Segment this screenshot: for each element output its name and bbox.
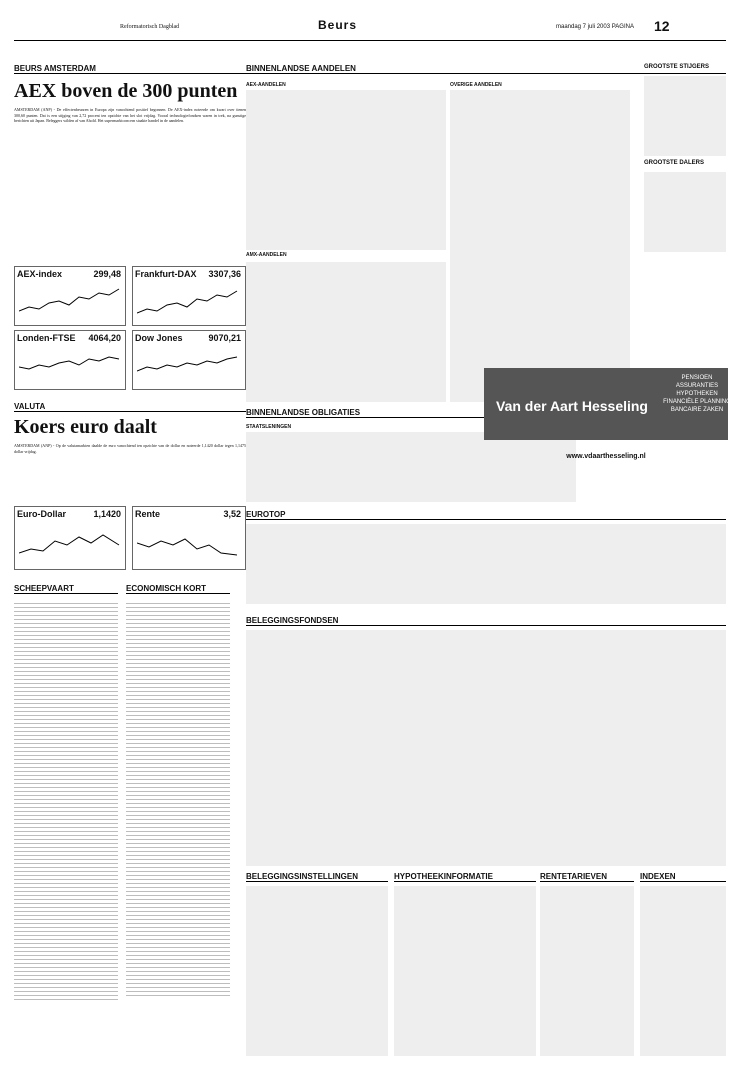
chart-aex-value: 299,48 [93,269,121,279]
aex-aandelen-heading: AEX-AANDELEN [246,82,286,88]
chart-ftse-value: 4064,20 [88,333,121,343]
chart-eurodollar-title: Euro-Dollar [17,509,67,519]
amx-aandelen-heading: AMX-AANDELEN [246,252,287,258]
economisch-kort-heading: ECONOMISCH KORT [126,584,230,594]
advert-services: PENSIOEN ASSURANTIES HYPOTHEKEN FINANCIËLE PLANNING BANCAIRE ZAKEN [663,375,731,413]
economisch-kort-text [126,600,230,1030]
headline-euro: Koers euro daalt [14,416,157,438]
chart-ftse-line [19,347,123,385]
chart-dax-title: Frankfurt-DAX [135,269,197,279]
article-euro: AMSTERDAM (ANP) - Op de valutamarkten daalde de euro vanochtend ten opzichte van de dollar en noteerde 1,1420 dollar tegen 1,1475 dollar vrijdag. [14,443,246,454]
page-number: 12 [654,18,670,34]
hypotheekinformatie-heading: HYPOTHEEKINFORMATIE [394,872,536,882]
rentetarieven-heading: RENTETARIEVEN [540,872,634,882]
chart-dowjones-line [137,347,243,385]
dalers-table [644,172,726,252]
chart-ftse-title: Londen-FTSE [17,333,76,343]
eurotop-heading: EUROTOP [246,510,726,520]
valuta-block [14,402,246,489]
advert-logo: Van der Aart Hesseling [496,398,648,414]
chart-dax [132,266,246,326]
header-rule [14,40,726,41]
page-header [0,0,738,44]
eurotop-table [246,524,726,604]
advert-vanderaart [484,368,731,460]
indexen-heading: INDEXEN [640,872,726,882]
chart-eurodollar-line [19,523,123,565]
chart-dax-value: 3307,36 [208,269,241,279]
staatsleningen-heading: STAATSLENINGEN [246,424,292,430]
newspaper-name: Reformatorisch Dagblad [120,24,180,30]
beleggingsinstellingen-heading: BELEGGINGSINSTELLINGEN [246,872,388,882]
scheepvaart-heading: SCHEEPVAART [14,584,118,594]
hypotheek-table [394,886,536,1056]
chart-dowjones-title: Dow Jones [135,333,183,343]
chart-rente-value: 3,52 [223,509,241,519]
overige-table [450,90,630,402]
staatsleningen-table [246,432,576,502]
amx-table [246,262,446,402]
left-column [14,64,246,237]
chart-eurodollar-value: 1,1420 [93,509,121,519]
beleggingsfondsen-heading: BELEGGINGSFONDSEN [246,616,726,626]
page-date: maandag 7 juli 2003 PAGINA [556,24,634,30]
beurs-amsterdam-heading: BEURS AMSTERDAM [14,64,246,74]
indexen-table [640,886,726,1056]
aex-table [246,90,446,250]
grootste-stijgers-heading: GROOTSTE STIJGERS [644,64,710,70]
chart-rente-line [137,523,243,565]
grootste-dalers-heading: GROOTSTE DALERS [644,160,705,166]
chart-rente-title: Rente [135,509,161,519]
binnenlandse-obligaties-heading: BINNENLANDSE OBLIGATIES [246,408,726,418]
chart-aex-title: AEX-index [17,269,63,279]
chart-dax-line [137,283,243,321]
chart-dowjones [132,330,246,390]
chart-aex [14,266,126,326]
headline-aex: AEX boven de 300 punten [14,80,238,102]
advert-url[interactable]: www.vdaarthesseling.nl [566,453,646,460]
overige-aandelen-heading: OVERIGE AANDELEN [450,82,502,88]
article-aex: AMSTERDAM (ANP) - De effectenbeurzen in Europa zijn vanochtend positief begonnen. De AEX-index noteerde om kwart over tienen 300,60 punten. Dat is een stijging van 2,72 procent ten opzichte van het slot vrijdag. Vooral technologiefondsen waren in trek, na gunstige berichten uit Japan. Beleggers wilden af van Ahold. Het supermarktconcern staakte handel in de aandelen. [14,107,246,124]
scheepvaart-text [14,600,118,1030]
binnenlandse-aandelen-heading: BINNENLANDSE AANDELEN [246,64,726,74]
chart-aex-line [19,283,123,321]
valuta-heading: VALUTA [14,402,246,412]
rentetarieven-table [540,886,634,1056]
chart-ftse [14,330,126,390]
beleggingsinstellingen-table [246,886,388,1056]
stijgers-table [644,76,726,156]
chart-rente [132,506,246,570]
chart-dowjones-value: 9070,21 [208,333,241,343]
beleggingsfondsen-table [246,630,726,866]
chart-eurodollar [14,506,126,570]
section-title: Beurs [318,18,358,32]
